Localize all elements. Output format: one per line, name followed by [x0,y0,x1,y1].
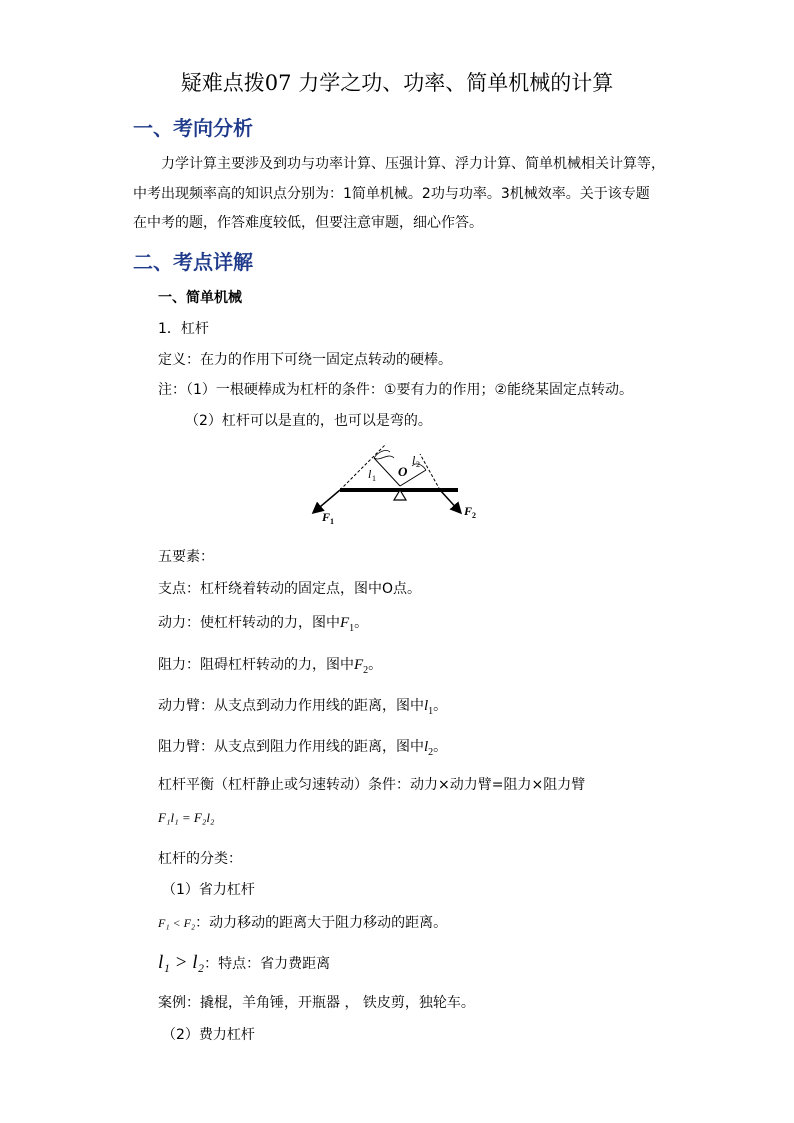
label-l1-sub: 1 [372,474,376,483]
analysis-line-2: 中考出现频率高的知识点分别为：1简单机械。2功与功率。3机械效率。关于该专题 [133,186,650,202]
label-f2-sub: 2 [472,511,476,520]
class-force-saving: （1）省力杠杆 [162,882,255,898]
effort-arm-line: 动力臂：从支点到动力作用线的距离，图中$l_1$。 [158,698,448,717]
force-f2-arrow [440,490,460,512]
label-f2: F [464,504,473,518]
force-saving-examples: 案例：撬棍，羊角锤，开瓶器 ， 铁皮剪，独轮车。 [158,995,475,1011]
lever-note-2: （2）杠杆可以是直的，也可以是弯的。 [185,413,432,429]
label-f1: F [322,510,331,524]
lever-definition: 定义：在力的作用下可绕一固定点转动的硬棒。 [158,352,452,368]
section-heading-details: 二、考点详解 [133,250,253,274]
lever-note-1: 注：（1）一根硬棒成为杠杆的条件：①要有力的作用；②能绕某固定点转动。 [158,382,634,398]
force-saving-arm: l₁ > l₂：特点：省力费距离 [158,952,331,973]
label-l2: l [412,453,416,467]
page-title: 疑难点拨07 力学之功、功率、简单机械的计算 [180,71,614,95]
balance-formula: F₁l₁ = F₂l₂ [158,810,215,825]
label-l1: l [368,467,372,481]
subheading-simple-machine: 一、简单机械 [158,290,242,306]
analysis-line-3: 在中考的题，作答难度较低，但要注意审题，细心作答。 [133,215,483,231]
label-l2-sub: 2 [416,460,420,469]
five-elements-label: 五要素： [158,549,214,565]
classification-label: 杠杆的分类： [158,851,242,867]
lever-diagram [308,440,488,525]
section-heading-analysis: 一、考向分析 [133,116,253,140]
analysis-line-1: 力学计算主要涉及到功与功率计算、压强计算、浮力计算、简单机械相关计算等， [161,156,665,172]
label-o: O [398,464,408,479]
fulcrum-text: 支点：杠杆绕着转动的固定点，图中O点。 [158,581,422,597]
item-lever: 1．杠杆 [158,321,209,337]
balance-condition: 杠杆平衡（杠杆静止或匀速转动）条件：动力×动力臂=阻力×阻力臂 [158,777,586,793]
resist-force-line: 阻力：阻碍杠杆转动的力，图中$F_2$。 [158,657,383,676]
class-force-costing: （2）费力杠杆 [162,1027,255,1043]
arm-l1-line [374,458,400,486]
f1-action-line [340,444,386,490]
effort-force-line: 动力：使杠杆转动的力，图中$F_1$。 [158,615,369,634]
label-f1-sub: 1 [330,517,334,525]
resist-arm-line: 阻力臂：从支点到阻力作用线的距离，图中$l_2$。 [158,739,448,758]
force-saving-condition: F₁ < F₂：动力移动的距离大于阻力移动的距离。 [158,915,448,931]
force-f1-arrow [314,490,340,512]
